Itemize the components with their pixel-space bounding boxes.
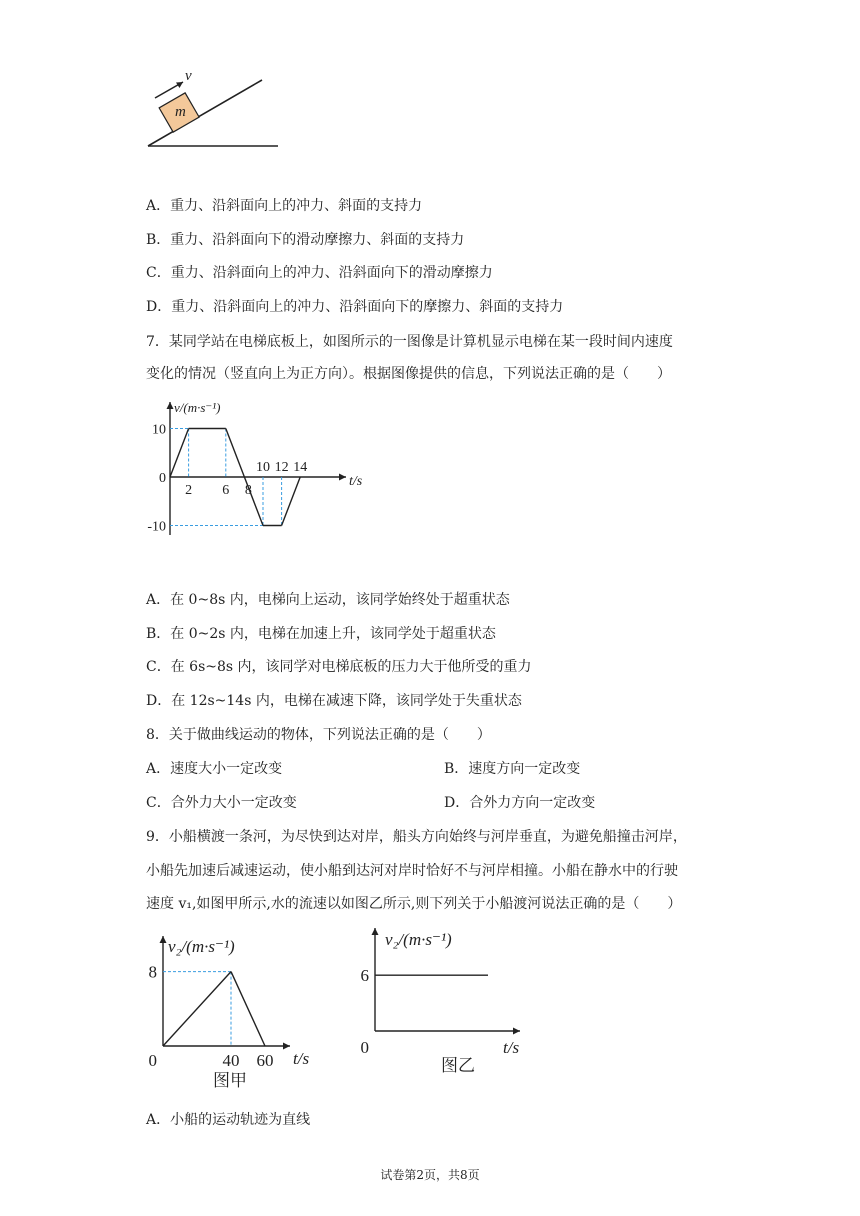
y-tick-label: 0 xyxy=(360,1038,369,1057)
x-axis-label: t/s xyxy=(293,1049,310,1068)
y-tick-label: 6 xyxy=(360,966,369,986)
x-axis-yi-head xyxy=(513,1028,520,1035)
q9-stem-line1: 9．小船横渡一条河，为尽快到达对岸，船头方向始终与河岸垂直，为避免船撞击河岸， xyxy=(146,829,687,845)
jia-segment-0 xyxy=(163,972,231,1046)
y-axis-jia-head xyxy=(160,936,167,943)
q7-option-a: A．在 0~8s 内，电梯向上运动，该同学始终处于超重状态 xyxy=(146,592,510,608)
q8-option-d: D．合外力方向一定改变 xyxy=(444,795,596,811)
q6-option-d: D．重力、沿斜面向上的冲力、沿斜面向下的摩擦力、斜面的支持力 xyxy=(146,299,564,315)
q6-option-c: C．重力、沿斜面向上的冲力、沿斜面向下的滑动摩擦力 xyxy=(146,265,493,281)
q9-stem-line2: 小船先加速后减速运动，使小船到达河对岸时恰好不与河岸相撞。小船在静水中的行驶 xyxy=(146,863,678,879)
x-tick-label: 60 xyxy=(256,1051,274,1070)
page-footer: 试卷第2页，共8页 xyxy=(380,1168,480,1182)
x-tick-label: 6 xyxy=(222,483,230,498)
y-tick-label: -10 xyxy=(147,519,166,535)
x-tick-label: 12 xyxy=(274,460,289,475)
q7-stem-line1: 7．某同学站在电梯底板上，如图所示的一图像是计算机显示电梯在某一段时间内速度 xyxy=(146,334,673,350)
y-tick-label: 0 xyxy=(159,471,166,486)
q8-option-a: A．速度大小一定改变 xyxy=(146,761,283,777)
y-axis-label: v₂/(m·s⁻¹) xyxy=(385,930,452,949)
y-axis-label: v₂/(m·s⁻¹) xyxy=(168,937,235,956)
x-tick-label: 14 xyxy=(293,460,308,475)
y-tick-label: 0 xyxy=(148,1051,157,1070)
q7-stem-line2: 变化的情况（竖直向上为正方向）。根据图像提供的信息，下列说法正确的是（ ） xyxy=(146,366,671,382)
q8-option-b: B．速度方向一定改变 xyxy=(444,761,581,777)
q8-stem: 8．关于做曲线运动的物体，下列说法正确的是（ ） xyxy=(146,727,491,743)
y-tick-label: 10 xyxy=(152,422,166,438)
y-tick-label: 8 xyxy=(148,962,157,982)
x-tick-label: 40 xyxy=(222,1051,240,1070)
q9-option-a: A．小船的运动轨迹为直线 xyxy=(146,1112,311,1128)
q8-option-c: C．合外力大小一定改变 xyxy=(146,795,297,811)
x-axis-label: t/s xyxy=(349,474,363,489)
x-tick-label: 8 xyxy=(244,483,252,498)
x-tick-label: 10 xyxy=(256,460,270,475)
q7-option-b: B．在 0~2s 内，电梯在加速上升，该同学处于超重状态 xyxy=(146,626,496,642)
x-axis-label: t/s xyxy=(503,1038,520,1057)
q7-option-d: D．在 12s~14s 内，电梯在减速下降，该同学处于失重状态 xyxy=(146,693,522,709)
q6-option-b: B．重力、沿斜面向下的滑动摩擦力、斜面的支持力 xyxy=(146,232,465,248)
q7-option-c: C．在 6s~8s 内，该同学对电梯底板的压力大于他所受的重力 xyxy=(146,659,532,675)
y-axis-yi-head xyxy=(372,928,379,935)
jia-segment-1 xyxy=(231,972,265,1046)
y-axis-label: v/(m·s⁻¹) xyxy=(174,400,221,415)
mass-label: m xyxy=(175,104,186,120)
velocity-label: v xyxy=(185,68,192,84)
chart-caption: 图甲 xyxy=(213,1071,247,1090)
x-axis-jia-head xyxy=(283,1043,290,1050)
x-tick-label: 2 xyxy=(185,483,193,498)
q9-stem-line3: 速度 v₁,如图甲所示,水的流速以如图乙所示,则下列关于小船渡河说法正确的是（ ） xyxy=(146,896,682,912)
q6-option-a: A．重力、沿斜面向上的冲力、斜面的支持力 xyxy=(146,198,423,214)
chart-caption: 图乙 xyxy=(441,1056,475,1075)
